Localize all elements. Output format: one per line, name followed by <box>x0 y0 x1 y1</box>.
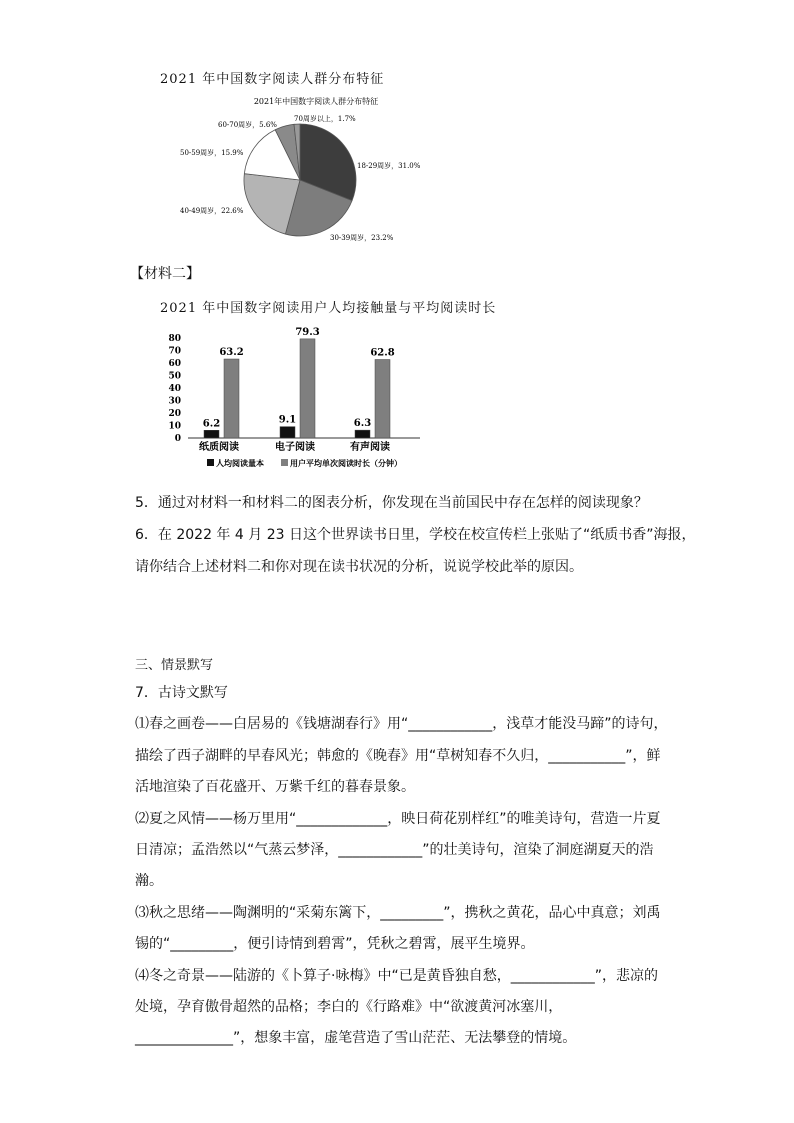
bar-chart <box>0 0 794 480</box>
x-tick-label: 电子阅读 <box>275 442 315 453</box>
legend-label: 人均阅读量本 <box>216 458 264 468</box>
pie-slice-label: 18-29周岁，31.0% <box>357 162 421 170</box>
y-tick-label: 10 <box>168 421 181 432</box>
bar-value-label: 63.2 <box>219 347 244 358</box>
poem-line: 锡的“_________，便引诗情到碧霄”，凭秋之碧霄，展平生境界。 <box>135 936 535 952</box>
bar-reading-time <box>300 339 315 438</box>
poem-line: ⑷冬之奇景——陆游的《卜算子·咏梅》中“已是黄昏独自愁，____________”，悲凉的 <box>135 968 658 984</box>
bar-value-label: 6.3 <box>353 418 372 430</box>
question-6-line-1: 6．在 2022 年 4 月 23 日这个世界读书日里，学校在校宣传栏上张贴了“纸质书香”海报， <box>135 527 696 543</box>
poem-line: ⑵夏之风情——杨万里用“_____________，映日荷花别样红”的唯美诗句，营造一片夏 <box>135 811 661 827</box>
bar-reading-count <box>280 427 295 438</box>
poem-line: 瀚。 <box>135 873 163 889</box>
pie-slice-label: 70周岁以上，1.7% <box>294 115 356 123</box>
bar-reading-time <box>375 360 390 439</box>
y-tick-label: 30 <box>168 396 181 407</box>
poem-line: 活地渲染了百花盛开、万紫千红的暮春景象。 <box>135 779 415 795</box>
x-tick-label: 纸质阅读 <box>199 442 239 453</box>
poem-line: 日清凉；孟浩然以“气蒸云梦泽，____________”的壮美诗句，渲染了洞庭湖夏天的浩 <box>135 842 654 858</box>
question-5: 5．通过对材料一和材料二的图表分析，你发现在当前国民中存在怎样的阅读现象？ <box>135 495 648 511</box>
bar-value-label: 79.3 <box>295 326 320 338</box>
pie-chart-title: 2021年中国数字阅读人群分布特征 <box>253 97 379 106</box>
bar-value-label: 6.2 <box>202 418 221 430</box>
poem-line: 处境，孕育傲骨超然的品格；李白的《行路难》中“欲渡黄河冰塞川， <box>135 999 563 1015</box>
y-tick-label: 80 <box>168 334 181 344</box>
pie-slice-label: 50-59周岁，15.9% <box>180 149 244 157</box>
bar-reading-count <box>355 430 370 438</box>
poem-line: ______________”，想象丰富，虚笔营造了雪山茫茫、无法攀登的情境。 <box>135 1030 577 1046</box>
section-3-heading: 三、情景默写 <box>135 658 214 673</box>
y-tick-label: 60 <box>168 359 181 369</box>
pie-slice-label: 40-49周岁，22.6% <box>180 207 244 215</box>
poem-line: ⑴春之画卷——白居易的《钱塘湖春行》用“____________，浅草才能没马蹄”的诗句， <box>135 716 668 732</box>
bar-reading-time <box>224 359 239 438</box>
y-tick-label: 20 <box>168 409 181 419</box>
legend-label: 用户平均单次阅读时长（分钟） <box>290 458 402 468</box>
poem-line: 描绘了西子湖畔的早春风光；韩愈的《晚春》用“草树知春不久归，___________”，鲜 <box>135 748 661 764</box>
question-6-line-2: 请你结合上述材料二和你对现在读书状况的分析，说说学校此举的原因。 <box>135 559 583 575</box>
poem-line: ⑶秋之思绪——陶渊明的“采菊东篱下，_________”，携秋之黄花，品心中真意；刘禹 <box>135 905 661 921</box>
question-7-heading: 7．古诗文默写 <box>135 685 228 701</box>
material2-heading: 【材料二】 <box>130 266 200 282</box>
bar-value-label: 62.8 <box>370 347 395 359</box>
y-tick-label: 40 <box>168 384 181 394</box>
y-tick-label: 70 <box>168 346 181 357</box>
chart1-outer-title: 2021 年中国数字阅读人群分布特征 <box>160 72 385 87</box>
legend-swatch-reading-time <box>281 459 288 466</box>
legend-swatch-reading-count <box>207 459 214 466</box>
bar-reading-count <box>204 430 219 438</box>
y-tick-label: 50 <box>168 371 181 382</box>
x-tick-label: 有声阅读 <box>350 442 390 453</box>
pie-slice-label: 60-70周岁，5.6% <box>218 121 277 129</box>
pie-slice-label: 30-39周岁，23.2% <box>330 234 394 242</box>
bar-chart-title: 2021 年中国数字阅读用户人均接触量与平均阅读时长 <box>160 301 497 316</box>
y-tick-label: 0 <box>174 434 181 444</box>
bar-value-label: 9.1 <box>278 414 297 426</box>
